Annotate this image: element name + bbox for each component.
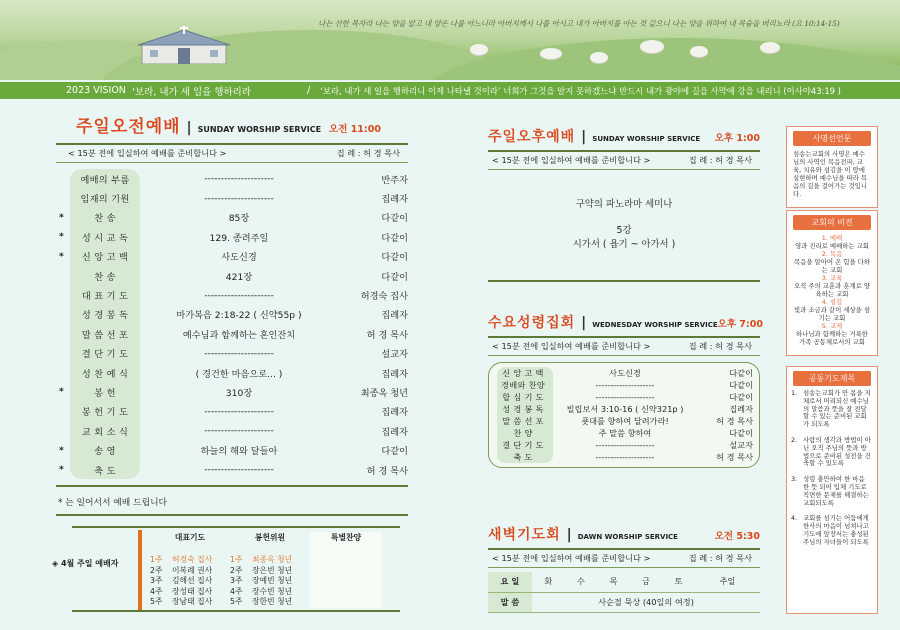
section-title: 수요성령집회 (488, 315, 576, 331)
order-content: 421장 (225, 271, 253, 283)
order-row (56, 344, 408, 363)
word-label: 말 씀 (488, 592, 532, 612)
order-row (56, 324, 408, 343)
order-content: --------------------- (204, 425, 274, 437)
order-name: 결 단 기 도 (81, 349, 129, 361)
order-row (495, 451, 753, 463)
order-name: 예배의 부름 (80, 174, 130, 186)
vision-item-head: 3. 교육 (821, 274, 843, 282)
vision-item-body: 빛과 소금과 같이 세상을 섬기는 교회 (793, 306, 871, 322)
roles-name: 장예빈 청년 (252, 576, 293, 585)
order-person: 다같이 (381, 446, 408, 458)
mission-head: 사명선언문 (793, 131, 871, 146)
order-row (56, 382, 408, 401)
order-name: 찬 양 (513, 427, 533, 438)
mission-body: 섬송는교회의 사명은 예수님의 사역인 목음전파, 교육, 치유와 섬김을 이 땅에 실현하며 예수님을 따라 목음의 길을 걸어가는 것입니다. (793, 150, 868, 198)
prayer-text: 섬송는교회가 안 몸을 지체로서 머리되신 예수님의 말씀과 뜻을 잘 전달 할 수 있는 준비된 교회가 되도록 (803, 389, 871, 429)
vision-bar: 2023 VISION ‘보라, 내가 새 일을 행하리라 / ‘보라, 내가 새 일을 행하리니 이제 나타낼 것이라’ 너희가 그것을 알지 못하겠느냐 반드시 내가 광야에 길을 사막에 강을 내리니 (이사야43:19 ) (0, 82, 900, 99)
day-cell: 화 (532, 572, 565, 592)
order-person: 허 경 목사 (366, 329, 408, 341)
lead-note: < 15분 전에 입실하여 예배를 준비합니다 > (492, 341, 651, 351)
roles-name: 장성태 집사 (172, 586, 213, 596)
order-row (56, 247, 408, 266)
order-name: 찬 송 (94, 271, 116, 283)
roles-col2-head: 봉헌위원 (254, 533, 286, 542)
order-name: 합 심 기 도 (502, 391, 544, 402)
roles-name: 장남태 집사 (172, 597, 213, 606)
order-name: 성 경 봉 독 (502, 403, 544, 414)
prayer-text: 사람의 생각과 방법이 아닌 오직 주님의 뜻과 방법으로 준비된 성전을 건축할 수 있도록 (803, 435, 871, 468)
vision-item-head: 4. 섬김 (821, 298, 843, 306)
order-person: 다같이 (729, 379, 753, 390)
order-name: 축 도 (513, 451, 533, 462)
order-name: 봉 헌 기 도 (81, 407, 129, 419)
order-row (56, 402, 408, 421)
order-person: 집례자 (381, 310, 408, 322)
order-person: 설교자 (381, 349, 408, 361)
roles-row (230, 597, 310, 608)
prayer-number: 3. (791, 475, 798, 484)
prayer-number: 1. (791, 389, 798, 397)
leader: 집 례 : 허 경 목사 (688, 341, 752, 351)
order-name: 결 단 기 도 (502, 439, 544, 450)
order-content: ( 경건한 마음으로... ) (195, 368, 283, 380)
order-row (495, 427, 753, 439)
header-banner (0, 0, 900, 80)
stand-note: * 는 일어서서 예배 드립니다 (58, 498, 168, 509)
order-content: --------------------- (204, 173, 274, 185)
vision-item-body: 목음을 알아어 온 힘을 다하는 교회 (793, 258, 871, 274)
day-cell: 주일 (695, 572, 760, 592)
service-time: 오전 11:00 (329, 124, 381, 135)
order-name: 신 앙 고 백 (81, 252, 129, 264)
order-name: 교 회 소 식 (81, 426, 129, 438)
prayer-item (791, 390, 872, 429)
order-person: 집례자 (381, 407, 408, 419)
section-title-en: SUNDAY WORSHIP SERVICE (592, 135, 701, 143)
roles-week: 2주 (230, 565, 243, 575)
order-star: * (59, 211, 64, 223)
order-row (495, 367, 753, 379)
order-person: 집례자 (381, 368, 408, 380)
roles-row (230, 576, 310, 587)
day-cell: 수 (565, 572, 598, 592)
order-name: 찬 송 (94, 213, 116, 225)
prayer-text: 성령 충만하여 한 마음 한 뜻 되어 입체 기도로 직면한 문제를 해결하는 교회되도록 (803, 475, 869, 507)
prayer-item (791, 515, 872, 546)
order-person: 허 경 목사 (716, 451, 753, 462)
roles-name: 장은빈 청년 (252, 565, 293, 575)
order-name: 말 씀 선 포 (502, 415, 544, 426)
vision-item-head: 5. 교제 (821, 322, 843, 330)
order-person: 다같이 (381, 213, 408, 225)
section-title-en: SUNDAY WORSHIP SERVICE (197, 125, 322, 134)
sunday-morning-section: 주일오전예배 | SUNDAY WORSHIP SERVICE 오전 11:00 < 15분 전에 입실하여 예배를 준비합니다 > 집 례 : 허 경 목사 예배의 부름 --------------------- 반주자 임재의 기원 --------------------- 집례자 * 찬 송 85장 다같이 * 성 시 교 독 129. 종려주일 다같이 * 신 앙 고 백 사도신경 다같이 찬 송 421장 다같이 대 표 기 도 --------------------- 허경숙 집사 성 경 봉 독 마가복음 2:18-22 ( 신약55p ) 집례자 말 씀 선 포 예수님과 함께하는 혼인잔치 허 경 목사 결 단 기 도 --------------------- 설교자 성 찬 예 식 ( 경건한 마음으로... ) 집례자 * 봉 헌 310장 최종옥 청년 봉 헌 기 도 --------------------- 집례자 교 회 소 식 --------------------- 집례자 * 송 영 하늘의 해와 달들아 다같이 * 축 도 --------------------- 허 경 목사 * 는 일어서서 예배 드립니다 (56, 112, 408, 516)
lead-note: < 15분 전에 입실하여 예배를 준비합니다 > (68, 148, 227, 158)
roles-name: 장수빈 청년 (252, 586, 293, 596)
order-content: 예수님과 함께하는 혼인잔치 (182, 329, 296, 341)
roles-name: 장한빈 청년 (252, 597, 293, 606)
order-row (56, 169, 408, 188)
order-row (495, 391, 753, 403)
order-name: 신 앙 고 백 (502, 367, 544, 378)
order-content: 129. 종려주일 (209, 232, 269, 244)
roles-table (150, 532, 382, 608)
roles-col3-head: 특별찬양 (330, 533, 362, 542)
order-person: 설교자 (729, 439, 753, 450)
roles-row (150, 576, 230, 587)
vision-head: 교회의 비전 (793, 215, 871, 230)
prayer-number: 2. (791, 435, 798, 444)
roles-week: 5주 (150, 597, 163, 606)
vision-item-body: 영과 진리로 예배하는 교회 (794, 242, 869, 250)
prayer-item (791, 476, 872, 507)
lead-row (56, 143, 408, 163)
vision-item-head: 2. 목음 (821, 250, 843, 258)
roles-week: 4주 (230, 586, 243, 596)
roles-week: 3주 (150, 576, 163, 585)
order-name: 송 영 (94, 446, 116, 458)
section-title: 새벽기도회 (488, 527, 561, 543)
order-content: --------------------- (204, 347, 274, 359)
order-person: 허경숙 집사 (360, 291, 408, 303)
leader: 집 례 : 허 경 목사 (688, 155, 752, 165)
roles-row (230, 587, 310, 598)
roles-row (150, 597, 230, 608)
wednesday-order-list (488, 362, 760, 468)
order-content: 마가복음 2:18-22 ( 신약55p ) (176, 310, 302, 322)
leader: 집 례 : 허 경 목사 (336, 148, 400, 158)
vision-title: ‘보라, 내가 새 일을 행하리라 (131, 86, 252, 98)
order-name: 말 씀 선 포 (81, 329, 129, 341)
order-name: 봉 헌 (94, 387, 116, 399)
order-person: 집례자 (729, 403, 753, 414)
prayer-item (791, 437, 872, 468)
prayer-list (787, 386, 877, 559)
day-cell: 토 (662, 572, 695, 592)
order-name: 성 경 봉 독 (81, 310, 129, 322)
order-content: -------------------- (595, 392, 655, 402)
sermon-title: 구약의 파노라마 세미나 (575, 199, 673, 210)
order-content: 하늘의 해와 달들아 (200, 446, 278, 458)
order-name: 경배와 찬양 (501, 379, 545, 390)
vision-item-body: 오직 주의 교훈과 훈계로 양육하는 교회 (793, 282, 871, 298)
roles-row (230, 555, 310, 566)
service-time: 오후 1:00 (714, 133, 760, 144)
order-person: 집례자 (381, 194, 408, 206)
sermon-sub: 시가서 ( 욥기 ~ 아가서 ) (572, 239, 676, 250)
vision-list (787, 230, 877, 350)
order-row (56, 363, 408, 382)
section-title: 주일오후예배 (488, 129, 576, 145)
vision-label: 2023 VISION (66, 85, 126, 96)
dawn-table (488, 572, 760, 613)
roles-week: 2주 (150, 565, 163, 575)
order-content: 85장 (228, 213, 250, 225)
order-content: 310장 (225, 387, 253, 399)
order-name: 임재의 기원 (80, 194, 130, 206)
day-cell: 금 (630, 572, 663, 592)
order-row (56, 266, 408, 285)
vision-item-body: 하나님과 함께하는 거룩한 가족 공동체로서의 교회 (796, 330, 868, 346)
order-row (56, 188, 408, 207)
order-star: * (59, 231, 64, 243)
order-person: 다같이 (381, 252, 408, 264)
vision-box (786, 210, 878, 356)
leader: 집 례 : 허 경 목사 (688, 553, 752, 563)
order-content: --------------------- (204, 405, 274, 417)
order-row (56, 227, 408, 246)
order-content: 사도신경 (221, 252, 257, 264)
roles-week: 1주 (150, 555, 163, 564)
order-star: * (59, 444, 64, 456)
service-time: 오전 5:30 (714, 531, 760, 542)
order-content: --------------------- (204, 192, 274, 204)
order-row (56, 440, 408, 459)
day-label: 요 일 (488, 572, 532, 592)
order-row (56, 285, 408, 304)
order-star: * (59, 386, 64, 398)
order-person: 허 경 목사 (716, 415, 753, 426)
order-name: 성 찬 예 식 (81, 368, 129, 380)
order-person: 다같이 (381, 232, 408, 244)
order-row (495, 439, 753, 451)
order-person: 다같이 (729, 367, 753, 378)
roles-week: 1주 (230, 555, 243, 564)
section-title-en: DAWN WORSHIP SERVICE (577, 533, 678, 541)
order-row (495, 379, 753, 391)
order-star: * (59, 464, 64, 476)
order-row (56, 421, 408, 440)
roles-label: ◈ 4월 주일 예배자 (52, 559, 119, 568)
vision-item-head: 1. 예배 (821, 234, 843, 242)
roles-row (230, 566, 310, 577)
order-person: 다같이 (381, 271, 408, 283)
roles-row (150, 566, 230, 577)
order-content: 빌립보서 3:10-16 ( 신약321p ) (566, 403, 684, 414)
sermon-number: 5강 (616, 225, 632, 236)
order-content: --------------------- (204, 289, 274, 301)
order-content: 주 말씀 향하여 (598, 427, 652, 438)
dawn-word: 사순절 묵상 (40일의 여정) (532, 592, 760, 612)
section-title-en: WEDNESDAY WORSHIP SERVICE (592, 321, 718, 329)
church-building-icon (138, 26, 230, 64)
roles-name: 허경숙 집사 (172, 555, 213, 564)
order-person: 다같이 (729, 391, 753, 402)
order-person: 반주자 (381, 174, 408, 186)
roles-row (150, 555, 230, 566)
order-content: --------------------- (204, 464, 274, 476)
roles-name: 김해선 집사 (172, 576, 213, 585)
order-row (495, 403, 753, 415)
order-person: 최종옥 청년 (360, 387, 408, 399)
order-content: -------------------- (595, 380, 655, 390)
roles-name: 이복례 권사 (172, 565, 213, 575)
order-name: 대 표 기 도 (81, 291, 129, 303)
roles-week: 4주 (150, 586, 163, 596)
section-title: 주일오전예배 (76, 117, 181, 137)
order-person: 다같이 (729, 427, 753, 438)
mission-box (786, 126, 878, 208)
wednesday-section: 수요성령집회 | WEDNESDAY WORSHIP SERVICE 오후 7:00 < 15분 전에 입실하여 예배를 준비합니다 > 집 례 : 허 경 목사 신 앙 고 백 사도신경 다같이 경배와 찬양 -------------------- 다같이 합 심 기 도 -------------------- 다같이 성 경 봉 독 빌립보서 3:10-16 ( 신약321p ) 집례자 말 씀 선 포 푯대를 향하여 달려가라! 허 경 목사 찬 양 주 말씀 향하여 다같이 결 단 기 도 -------------------- 설교자 축 도 -------------------- 허 경 목사 (488, 312, 760, 468)
roles-week: 5주 (230, 597, 243, 606)
roles-row (150, 587, 230, 598)
lead-note: < 15분 전에 입실하여 예배를 준비합니다 > (492, 155, 651, 165)
prayer-text: 교회를 섬기는 어둠에게 한사의 마음이 넘쳐나고 기도에 앞장서는 충성된 주님의 자녀들이 되도록 (803, 514, 869, 546)
order-row (495, 415, 753, 427)
order-row (56, 460, 408, 479)
order-content: 푯대를 향하여 달려가라! (581, 415, 669, 426)
order-person: 허 경 목사 (366, 465, 408, 477)
order-name: 축 도 (94, 465, 116, 477)
order-row (56, 305, 408, 324)
prayer-head: 공동기도제목 (793, 371, 871, 386)
prayer-number: 4. (791, 514, 798, 523)
roles-week: 3주 (230, 576, 243, 585)
lead-note: < 15분 전에 입실하여 예배를 준비합니다 > (492, 553, 651, 563)
prayer-topics-box (786, 366, 878, 614)
roles-name: 최종옥 청년 (252, 555, 293, 564)
day-cell: 목 (597, 572, 630, 592)
dawn-section: 새벽기도회 | DAWN WORSHIP SERVICE 오전 5:30 < 15분 전에 입실하여 예배를 준비합니다 > 집 례 : 허 경 목사 요 일 화 수 목 금 토 주일 말 씀 사순절 묵상 (40일의 여정) (488, 524, 760, 613)
roles-col1-head: 대표기도 (174, 533, 206, 542)
header-verse: 나는 선한 목자라 나는 양을 알고 내 양은 나를 아느니라 아버지께서 나를 아시고 내가 아버지를 아는 것 같으니 나는 양을 위하여 내 목숨을 버리노라 (요 10:14-15) (318, 19, 840, 28)
order-content: -------------------- (595, 440, 655, 450)
afternoon-section: 주일오후예배 | SUNDAY WORSHIP SERVICE 오후 1:00 < 15분 전에 입실하여 예배를 준비합니다 > 집 례 : 허 경 목사 구약의 파노라마 세미나 5강 시가서 ( 욥기 ~ 아가서 ) (488, 126, 760, 282)
order-name: 성 시 교 독 (81, 232, 129, 244)
order-row (56, 208, 408, 227)
service-time: 오후 7:00 (717, 319, 763, 330)
order-content: 사도신경 (609, 367, 641, 378)
order-star: * (59, 250, 64, 262)
order-content: -------------------- (595, 452, 655, 462)
worship-order-list (56, 169, 408, 479)
order-person: 집례자 (381, 426, 408, 438)
vision-verse: ‘보라, 내가 새 일을 행하리니 이제 나타낼 것이라’ 너희가 그것을 알지 못하겠느냐 반드시 내가 광야에 길을 사막에 강을 내리니 (이사야43:19 ) (320, 85, 841, 96)
